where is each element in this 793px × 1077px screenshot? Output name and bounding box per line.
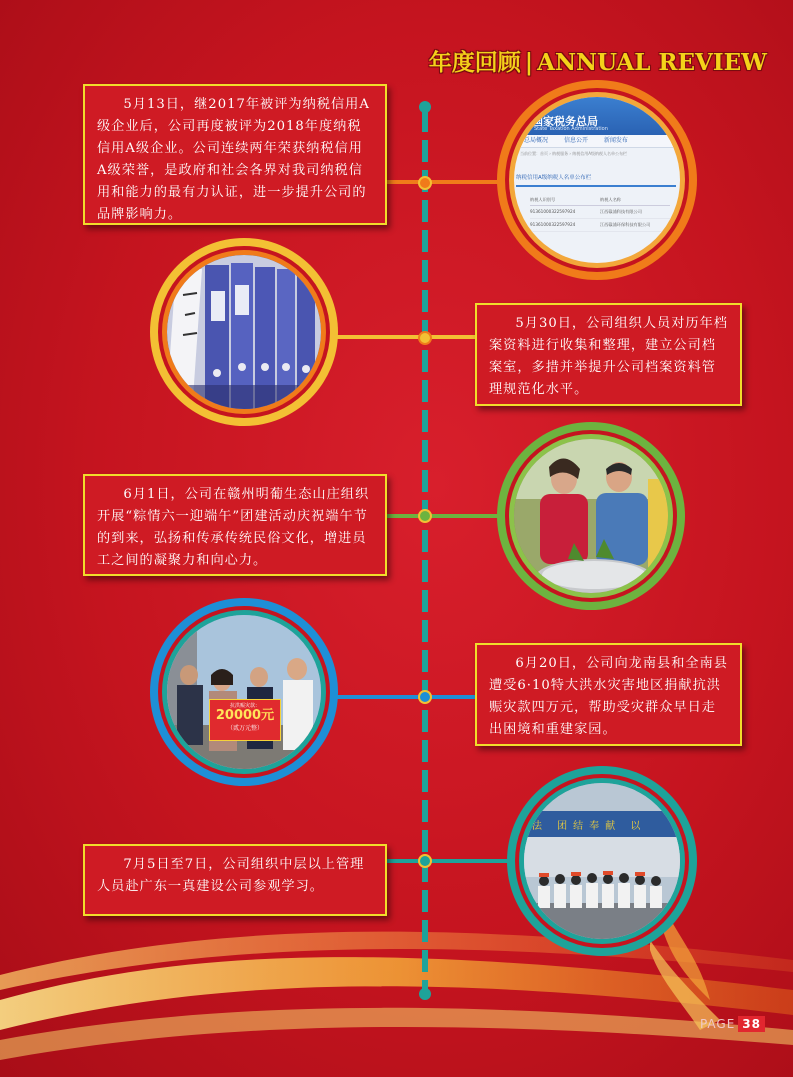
tax-cell: 91361000322597924 xyxy=(530,222,576,227)
photo-tax-website xyxy=(514,97,680,263)
tax-nav-item-2: 信息公开 xyxy=(563,137,588,144)
tax-table-header xyxy=(530,195,670,206)
header-title-en: ANNUAL REVIEW xyxy=(537,49,767,76)
donation-board-words: （贰万元整） xyxy=(226,725,263,732)
entry-box-1 xyxy=(83,84,387,225)
timeline-dot-top xyxy=(419,101,431,113)
entry-text-3: 6月1日，公司在赣州明葡生态山庄组织开展“粽情六一迎端午”团建活动庆祝端午节的到来，弘扬和传承传统民俗文化，增进员工之间的凝聚力和向心力。 xyxy=(97,487,370,568)
tax-cell: 江西赣浦科技有限公司 xyxy=(600,209,642,214)
tax-table-row xyxy=(530,206,670,219)
tax-nav-item-3: 新闻发布 xyxy=(603,137,628,144)
timeline-dot-bottom xyxy=(419,988,431,1000)
entry-box-4 xyxy=(475,643,742,746)
tax-site-nav xyxy=(514,135,680,148)
tax-site-table xyxy=(530,195,670,232)
tax-site-banner xyxy=(514,97,680,135)
page-number xyxy=(700,1017,765,1031)
donation-board-amount: 20000元 xyxy=(215,708,275,723)
page-header: 年度回顾 | ANNUAL REVIEW xyxy=(428,49,767,76)
tax-site-breadcrumb: 当前位置：首页 › 纳税服务 › 纳税信用A级纳税人名单公布栏 xyxy=(520,151,628,156)
study-trip-illustration xyxy=(524,783,680,939)
zongzi-illustration xyxy=(514,439,668,593)
photo-study-trip xyxy=(524,783,680,939)
tax-col-1: 纳税人识别号 xyxy=(530,197,556,202)
timeline-dot-2 xyxy=(418,331,432,345)
page-label: PAGE xyxy=(699,1017,736,1031)
header-title-cn: 年度回顾 xyxy=(428,49,521,76)
connector-3 xyxy=(385,514,500,518)
timeline-dot-1 xyxy=(418,176,432,190)
study-trip-banner: 法 团结奉献 以 xyxy=(532,821,647,832)
entry-text-5: 7月5日至7日，公司组织中层以上管理人员赴广东一真建设公司参观学习。 xyxy=(97,857,365,894)
tax-site-heading: 纳税信用A级纳税人名单公布栏 xyxy=(516,171,676,187)
entry-text-1: 5月13日，继2017年被评为纳税信用A级企业后，公司再度被评为2018年度纳税信用A级企业。公司连续两年荣获纳税信用A级荣誉，是政府和社会各界对我司纳税信用和能力的最有力认证，进一步提升公司的品牌影响力。 xyxy=(97,97,370,222)
entry-box-5 xyxy=(83,844,387,916)
donation-board xyxy=(209,699,281,741)
tax-site-title: 国家税务总局 xyxy=(532,115,598,128)
donation-board-label: 抗洪赈灾款： xyxy=(229,703,260,709)
photo-archive-binders xyxy=(167,255,321,409)
page-number-value: 38 xyxy=(738,1016,765,1032)
connector-4 xyxy=(330,695,475,699)
donation-illustration xyxy=(167,615,321,769)
tax-col-2: 纳税人名称 xyxy=(600,197,621,202)
photo-zongzi-activity xyxy=(514,439,668,593)
connector-1 xyxy=(385,180,500,184)
connector-2 xyxy=(330,335,475,339)
binders-illustration xyxy=(167,255,321,409)
entry-text-2: 5月30日，公司组织人员对历年档案资料进行收集和整理，建立公司档案室，多措并举提升公司档案资料管理规范化水平。 xyxy=(489,316,728,397)
tax-cell: 91361000322597924 xyxy=(530,209,576,214)
tax-table-row xyxy=(530,219,670,232)
timeline-dot-3 xyxy=(418,509,432,523)
tax-nav-item-1: 总局概况 xyxy=(524,137,549,144)
timeline-dot-4 xyxy=(418,690,432,704)
timeline-dot-5 xyxy=(418,854,432,868)
tax-cell: 江西赣浦环保科技有限公司 xyxy=(600,222,651,227)
photo-donation xyxy=(167,615,321,769)
entry-box-2 xyxy=(475,303,742,406)
entry-box-3 xyxy=(83,474,387,576)
entry-text-4: 6月20日，公司向龙南县和全南县遭受6·10特大洪水灾害地区捐献抗洪赈灾款四万元，帮助受灾群众早日走出困境和重建家园。 xyxy=(489,656,728,737)
tax-site-subtitle: State Taxation Administration xyxy=(534,126,608,132)
connector-5 xyxy=(385,859,510,863)
